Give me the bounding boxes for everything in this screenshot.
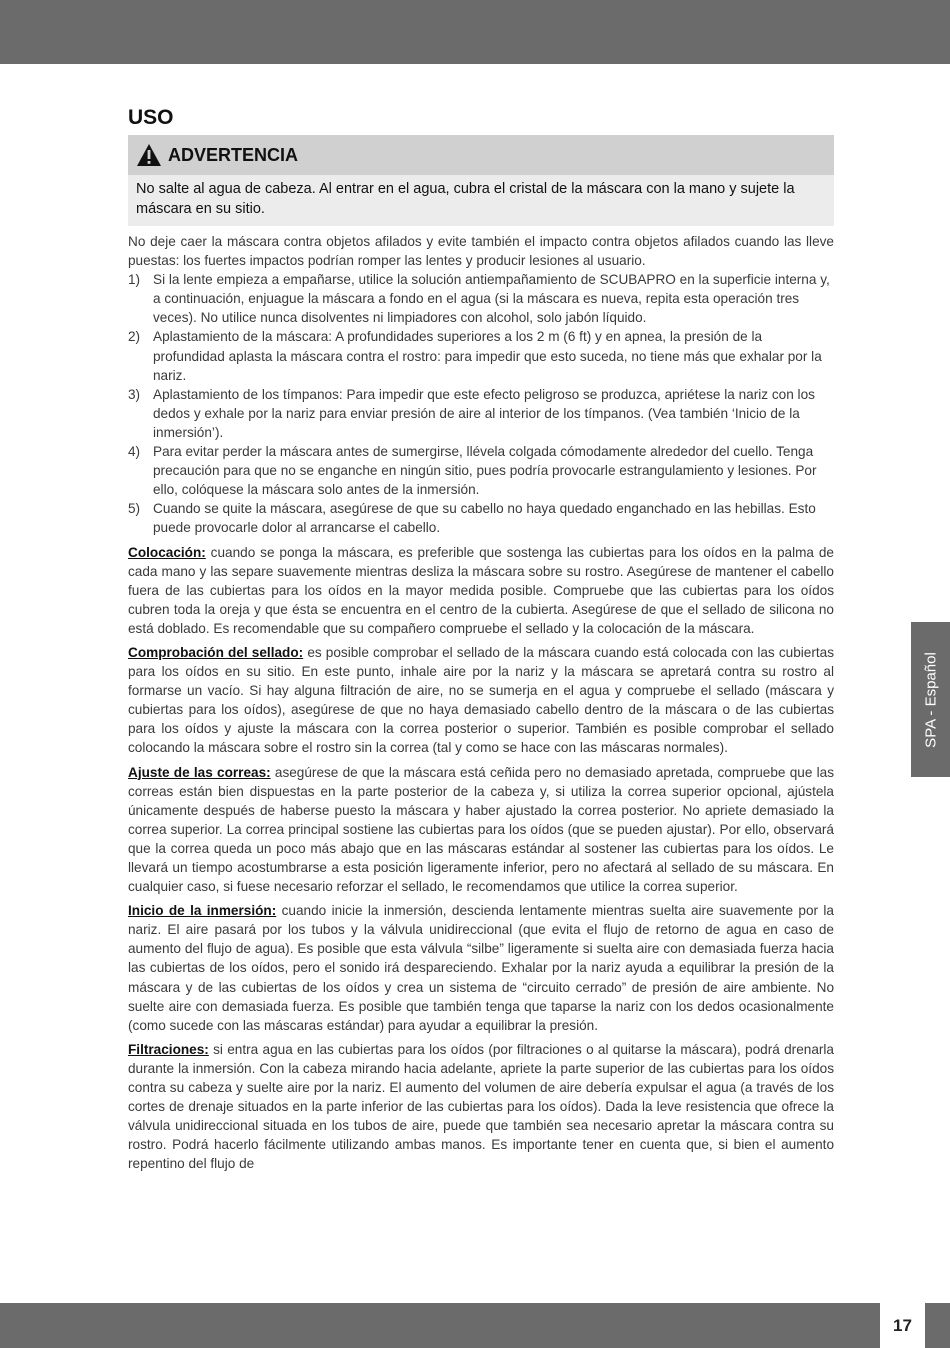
footer-bar: [0, 1303, 880, 1348]
warning-header: [128, 135, 834, 175]
section-heading: Comprobación del sellado:: [128, 644, 304, 660]
list-item-number: 2): [128, 329, 141, 345]
list-item-number: 1): [128, 272, 141, 288]
section-heading: Colocación:: [128, 544, 206, 560]
warning-text: No salte al agua de cabeza. Al entrar en el agua, cubra el cristal de la máscara con la mano y sujete la máscara en su sitio.: [128, 175, 834, 226]
section-text: si entra agua en las cubiertas para los oídos (por filtraciones o al quitarse la máscara), podrá drenarla durante la inmersión. Con la cabeza mirando hacia adelante, apriete la parte superior de las cubiertas para los oídos contra su cabeza y suelte aire por la nariz. El aumento del volumen de aire debería expulsar el agua (a través de los cortes de drenaje situados en la parte inferior de las cubiertas para los oídos). Dada la leve resistencia que ofrece la válvula unidireccional situada en los tubos de aire, puede que también sea necesario apretar la máscara contra su rostro. Podrá hacerlo fácilmente utilizando ambas manos. Es importante tener en cuenta que, si bien el aumento repentino del flujo de: [128, 1041, 834, 1172]
section-filtraciones: [128, 1040, 834, 1174]
list-item-number: 5): [128, 501, 141, 517]
list-item-text: Si la lente empieza a empañarse, utilice la solución antiempañamiento de SCUBAPRO en la superficie interna y, a continuación, enjuague la máscara a fondo en el agua (si la máscara es nueva, repita esta operación tres veces). No utilice nunca disolventes ni limpiadores con alcohol, solo jabón líquido.: [153, 272, 830, 326]
page-content: [128, 104, 834, 1174]
section-ajuste-correas: [128, 763, 834, 897]
warning-triangle-icon: [136, 143, 162, 167]
list-item-text: Aplastamiento de la máscara: A profundidades superiores a los 2 m (6 ft) y en apnea, la presión de la profundidad aplasta la máscara contra el rostro: para impedir que esto suceda, no tiene más que exhalar por la nariz.: [153, 329, 822, 383]
section-title: USO: [128, 106, 174, 129]
section-comprobacion-sellado: [128, 643, 834, 758]
steps-list: [128, 270, 834, 537]
section-inicio-inmersion: [128, 901, 834, 1035]
section-heading: Ajuste de las correas:: [128, 764, 271, 780]
warning-title: ADVERTENCIA: [168, 144, 299, 165]
footer-bar-right: [925, 1303, 950, 1348]
section-text: cuando se ponga la máscara, es preferible que sostenga las cubiertas para los oídos en la palma de cada mano y las separe suavemente mientras desliza la máscara sobre su rostro. Asegúrese de mantener el cabello fuera de las cubiertas para los oídos en la mayor medida posible. Compruebe que las cubiertas para los oídos cubren toda la oreja y que ésta se encuentra en el centro de la cubierta. Asegúrese de que el sellado de silicona no está doblado. Es recomendable que su compañero compruebe el sellado y la colocación de la máscara.: [128, 544, 834, 636]
language-side-tab: [911, 622, 950, 777]
language-label: SPA - Español: [922, 651, 939, 748]
list-item: [128, 499, 834, 537]
list-item: [128, 385, 834, 442]
section-colocacion: [128, 543, 834, 638]
list-item-text: Para evitar perder la máscara antes de sumergirse, llévela colgada cómodamente alrededor del cuello. Tenga precaución para que no se enganche en ningún sitio, pues podría provocarle estrangulamiento y lesiones. Por ello, colóquese la máscara solo antes de la inmersión.: [153, 444, 817, 498]
list-item-text: Aplastamiento de los tímpanos: Para impedir que este efecto peligroso se produzca, apriétese la nariz con los dedos y exhale por la nariz para enviar presión de aire al interior de los tímpanos. (Vea también ‘Inicio de la inmersión’).: [153, 386, 815, 440]
page-number: 17: [880, 1303, 925, 1348]
section-heading: Inicio de la inmersión:: [128, 903, 277, 919]
header-bar: [0, 0, 950, 64]
section-text: es posible comprobar el sellado de la máscara cuando está colocada con las cubiertas para los oídos en su sitio. En este punto, inhale aire por la nariz y la máscara se apretará contra su rostro al formarse un vacío. Si hay alguna filtración de aire, no se sumerja en el agua y compruebe el sellado (máscara y cubiertas para los oídos), asegúrese de que no haya demasiado cabello dentro de la máscara o de las cubiertas para los oídos y ajuste la máscara con la correa posterior o superior. También es posible comprobar el sellado colocando la máscara sobre el rostro sin la correa (tal y como se hace con las máscaras normales).: [128, 644, 834, 756]
list-item: [128, 442, 834, 499]
intro-paragraph: No deje caer la máscara contra objetos afilados y evite también el impacto contra objetos afilados cuando las lleve puestas: los fuertes impactos podrían romper las lentes y producir lesiones al usuario.: [128, 234, 834, 269]
list-item-text: Cuando se quite la máscara, asegúrese de que su cabello no haya quedado enganchado en las hebillas. Esto puede provocarle dolor al arrancarse el cabello.: [153, 501, 816, 536]
section-text: asegúrese de que la máscara está ceñida pero no demasiado apretada, compruebe que las correas están bien dispuestas en la parte posterior de la cabeza y, si utiliza la correa superior opcional, ajústela únicamente después de haberse puesto la máscara y haber ajustado la correa posterior. No apriete demasiado la correa superior. La correa principal sostiene las cubiertas para los oídos (que se pueden ajustar). Por ello, observará que la correa queda un poco más abajo que en las máscaras estándar al sostener las cubiertas para los oídos. Le llevará un tiempo acostumbrarse a esta posición ligeramente inferior, pero no afectará al sellado de su máscara. En cualquier caso, si fuese necesario reforzar el sellado, le recomendamos que utilice la correa superior.: [128, 764, 834, 895]
section-heading: Filtraciones:: [128, 1041, 209, 1057]
list-item: [128, 270, 834, 327]
list-item-number: 3): [128, 386, 141, 402]
section-text: cuando inicie la inmersión, descienda lentamente mientras suelta aire suavemente por la nariz. El aire pasará por los tubos y la válvula unidireccional (que evita el flujo de retorno de agua en caso de aumento del flujo de agua). Es posible que esta válvula “silbe” ligeramente si suelta aire con demasiada fuerza hacia las cubiertas de los oídos, pero el sonido irá despareciendo. Exhalar por la nariz ayuda a equilibrar la presión de la máscara y de las cubiertas de los oídos y crea un sistema de “circuito cerrado” de presión de aire ambiente. No suelte aire con demasiada fuerza. Es posible que también tenga que taparse la nariz con los dedos ocasionalmente (como sucede con las máscaras estándar) para ayudar a equilibrar la presión.: [128, 903, 834, 1033]
list-item-number: 4): [128, 444, 141, 460]
list-item: [128, 327, 834, 384]
